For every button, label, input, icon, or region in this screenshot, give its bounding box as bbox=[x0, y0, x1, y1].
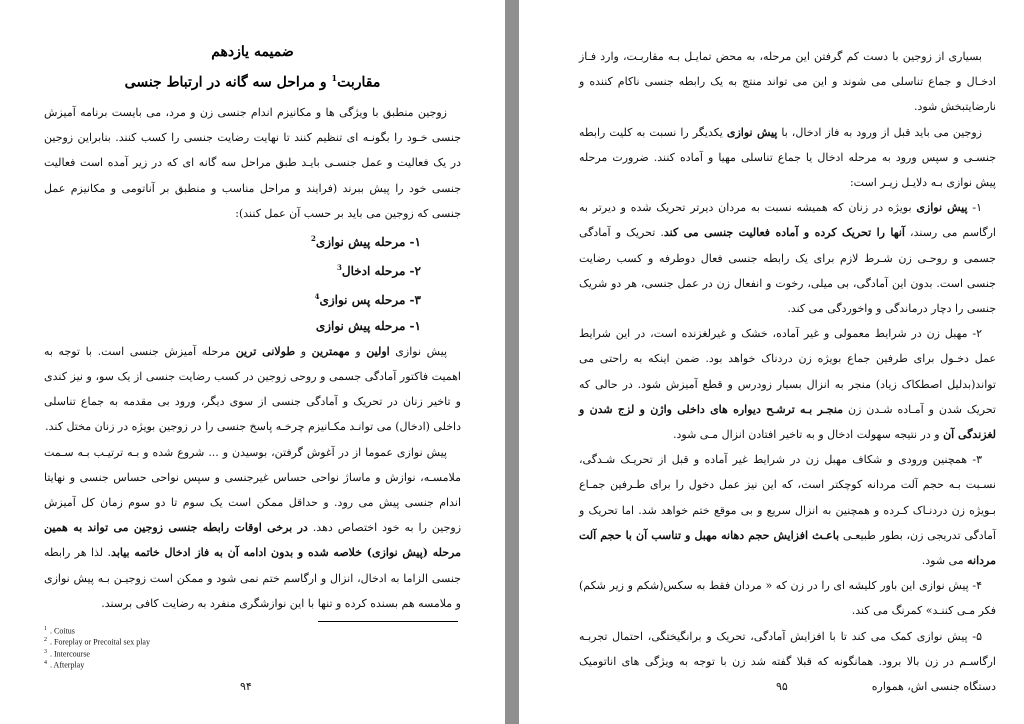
stage-item bbox=[44, 255, 461, 284]
paragraph: بسیاری از زوجین با دست کم گرفتن این مرحله، به محض تمایـل بـه مقاربـت، وارد فـاز ادخـال و جماع تناسلی می شوند و این می تواند منتج به یک رابطه جنسی ناکام کننده و نارضایتبخش شود. bbox=[579, 50, 996, 114]
footnote-item: $^4$ . Afterplay bbox=[44, 659, 85, 670]
stage-label: ۲- مرحله ادخال bbox=[341, 264, 421, 279]
paragraph: پیش نوازی عموما از در آغوش گرفتن، بوسیدن و ... شروع شده و بـه ترتیـب بـه سـمت ملامسـه، نوازش و ماساژ نواحی حساس غیرجنسی و سپس نواحی حساس جنسی و نهایتا اندام جنسی پیش می رود. و حداقل ممکن است یک سوم تا دو سوم زمان کل آمیزش زوجین را به خود اختصاص دهد. در برخی اوقات رابطه جنسی زوجین می تواند به همین مرحله (پیش نوازی) خلاصه شده و بدون ادامه آن به فاز ادخال خاتمه بیابد. لذا هر رابطه جنسی الزاما به ادخال، انزال و ارگاسم ختم نمی شود و ممکن است زوجیـن بـه پیش نوازی و ملامسه هم بسنده کرده و تنها با این نوازشگری منفرد به رضایت کافی برسند. bbox=[44, 445, 462, 610]
footnote-ref: 4 bbox=[314, 292, 320, 302]
subtitle-rest: و مراحل سه گانه در ارتباط جنسی bbox=[124, 74, 332, 91]
stage-item bbox=[44, 284, 461, 313]
paragraph: ۳- همچنین ورودی و شکاف مهبل زن در شرایط غیر آماده و قبل از تحریـک شـدگی، نسـبت بـه حجم آلت مردانه کوچکتر است، که این نیز عمل دخول را برای طـرفین جمـاع بـویژه زن دردنـاک کـرده و همچنین به انزال سریع و بی موقع ختم خواهد شد. اما تحریک و آمادگی تدریجی زن، بطور طبیعـی باعـث افزایش حجم دهانه مهبل و تناسب آن با حجم آلت مردانه می شود. bbox=[579, 453, 996, 568]
footnote-divider bbox=[318, 621, 458, 622]
page-number: ۹۵ bbox=[776, 680, 788, 693]
footnote-ref: 1 bbox=[331, 73, 338, 83]
page-number: ۹۴ bbox=[240, 680, 252, 693]
intro-paragraph: زوجین منطبق با ویژگی ها و مکانیزم اندام جنسی زن و مرد، می بایست برنامه آمیزش جنسی خـود را بگونـه ای تنظیم کنند تا نهایت رضایت جنسی را کسب کنند. بنابراین زوجین در یک فعالیت و عمل جنسـی بایـد طبق مراحل سه گانه ای که در زیر آمده است فعالیت جنسی خود را پیش ببرند (فرایند و مراحل مناسب و منطبق بر آناتومی و مکانیزم عمل جنسی که زوجین می باید بر حسب آن عمل کنند): bbox=[44, 106, 461, 220]
stage-item bbox=[44, 226, 461, 255]
paragraph: ۲- مهبل زن در شرایط معمولی و غیر آماده، خشک و غیرلغزنده است، در این شرایط عمل دخـول برای طرفین جماع بویژه زن دردناک خواهد بود. ضمن اینکه به راحتی می تواند(بدلیل اصطکاک زیاد) منجر به انزال بسیار زودرس و قطع آمیزش شود. در حالی که تحریک شدن و آمـاده شـدن زن منجـر بـه ترشـح دیواره های داخلی واژن و لزج شدن و لغزندگی آن و در نتیجه سهولت ادخال و به تاخیر افتادن انزال مـی شود. bbox=[579, 327, 996, 442]
paragraph: ۵- پیش نوازی کمک می کند تا با افزایش آمادگی، تحریک و برانگیختگی، احتمال تجربـه ارگاسـم در زن بالا برود. همانگونه که قبلا گفته شد زن با توجه به ویژگی های اناتومیک دستگاه جنسی اش، همواره bbox=[579, 629, 996, 694]
footnote-ref: 3 bbox=[336, 263, 342, 273]
footnote-item: $^1$ . Coitus bbox=[44, 626, 75, 636]
chapter-subtitle bbox=[44, 64, 461, 97]
footnote-item: $^2$ . Foreplay or Precoital sex play bbox=[44, 637, 150, 647]
right-page bbox=[519, 0, 1024, 724]
subtitle-first-word: مقاربت bbox=[337, 74, 381, 91]
chapter-title: ضمیمه یازدهم bbox=[211, 44, 294, 60]
paragraph: ۴- پیش نوازی این باور کلیشه ای را در زن که « مردان فقط به سکس(شکم و زیر شکم) فکر مـی کننـد» کمرنگ می کند. bbox=[579, 579, 996, 618]
chapter-heading bbox=[44, 40, 461, 97]
stage-label: ۱- مرحله پیش نوازی bbox=[315, 235, 421, 250]
left-page-body bbox=[44, 100, 461, 616]
paragraph: پیش نوازی اولین و مهمترین و طولانی ترین مرحله آمیزش جنسی است. با توجه به اهمیت فاکتور آمادگی جسمی و روحی زوجین در کسب رضایت جنسی از یک سو، و نیز کندی و تاخیر زنان در تحریک و آمادگی جنسی از سوی دیگر، ورود بی مقدمه به جماع تناسلی داخلی (ادخال) می توانـد مکـانیزم چرخـه پاسخ جنسی را در زوجین بویژه در زنان مختل کند. bbox=[44, 344, 461, 434]
right-page-body bbox=[579, 44, 996, 699]
footnotes bbox=[44, 625, 150, 670]
left-page bbox=[0, 0, 505, 724]
footnote-ref: 2 bbox=[310, 234, 316, 244]
paragraph: زوجین می باید قبل از ورود به فاز ادخال، با پیش نوازی یکدیگر را نسبت به کلیت رابطه جنسـی و سپس ورود به مرحله ادخال یا جماع تناسلی مهیا و آماده کنند. ضرورت مرحله پیش نوازی بـه دلایـل زیـر است: bbox=[579, 125, 996, 190]
stage-label: ۳- مرحله پس نوازی bbox=[319, 293, 421, 308]
section-heading: ۱- مرحله پیش نوازی bbox=[315, 318, 421, 333]
footnote-item: $^3$ . Intercourse bbox=[44, 648, 90, 659]
paragraph: ۱- پیش نوازی بویژه در زنان که همیشه نسبت به مردان دیرتر تحریک شده و دیرتر به ارگاسم می رسند، آنها را تحریک کرده و آماده فعالیت جنسی می کند. تحریک و آمادگی جسمی و روحـی زن شـرط لازم برای یک رابطه جنسی فعال دوطرفه و کسب رضایت جنسی است. بدون این آمادگی، بی میلی، رخوت و انفعال زن در عمل جنسی، هر دو شریک جنسی را دچار درماندگی و واخوردگی می کند. bbox=[579, 201, 996, 316]
